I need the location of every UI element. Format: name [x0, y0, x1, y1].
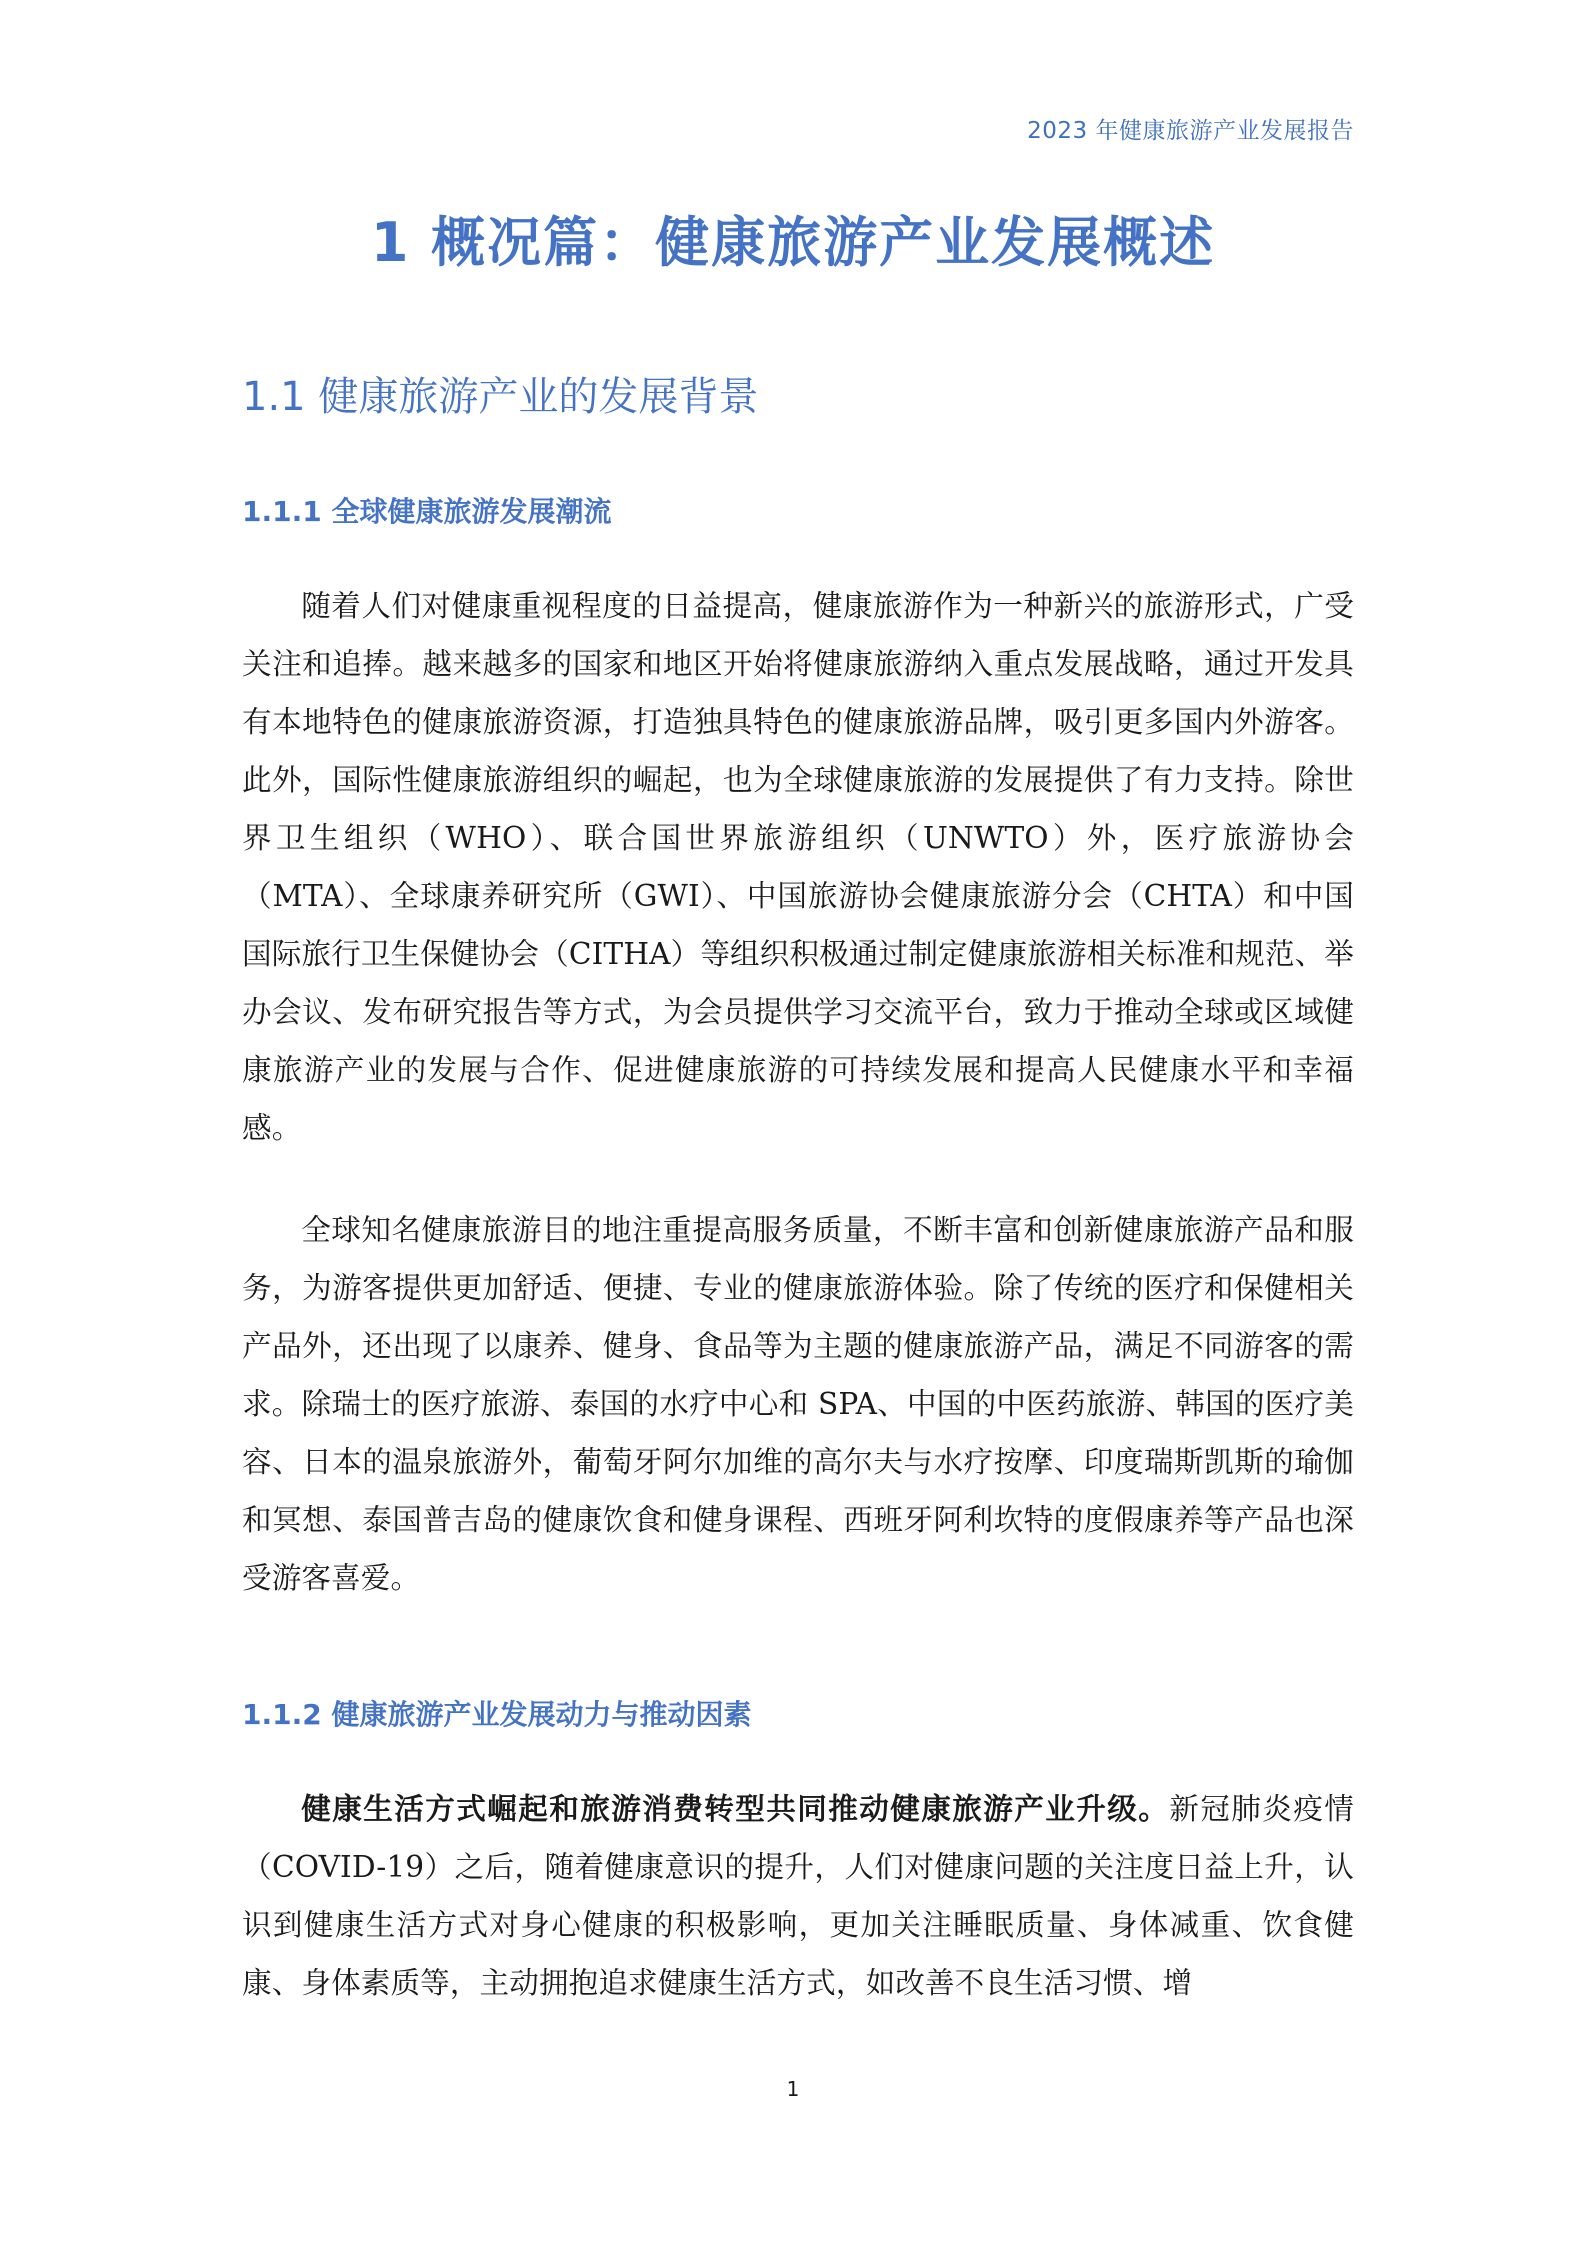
subsection-title-drivers: 1.1.2 健康旅游产业发展动力与推动因素: [242, 1698, 752, 1731]
page-number: 1: [786, 2077, 800, 2101]
section-title: 1.1 健康旅游产业的发展背景: [242, 374, 759, 420]
paragraph-body-text: 新冠肺炎疫情（COVID-19）之后，随着健康意识的提升，人们对健康问题的关注度日益上升，认识到健康生活方式对身心健康的积极影响，更加关注睡眠质量、身体减重、饮食健康、身体素质等，主动拥抱追求健康生活方式，如改善不良生活习惯、增: [242, 1792, 1354, 2000]
paragraph-global-trends-2: 全球知名健康旅游目的地注重提高服务质量，不断丰富和创新健康旅游产品和服务，为游客提供更加舒适、便捷、专业的健康旅游体验。除了传统的医疗和保健相关产品外，还出现了以康养、健身、食品等为主题的健康旅游产品，满足不同游客的需求。除瑞士的医疗旅游、泰国的水疗中心和 SPA、中国的中医药旅游、韩国的医疗美容、日本的温泉旅游外，葡萄牙阿尔加维的高尔夫与水疗按摩、印度瑞斯凯斯的瑜伽和冥想、泰国普吉岛的健康饮食和健身课程、西班牙阿利坎特的度假康养等产品也深受游客喜爱。: [242, 1213, 1354, 1595]
paragraph-drivers-1: [242, 1780, 1354, 2012]
chapter-title: 1 概况篇：健康旅游产业发展概述: [370, 211, 1216, 274]
subsection-title-global-trends: 1.1.1 全球健康旅游发展潮流: [242, 495, 612, 528]
running-header: 2023 年健康旅游产业发展报告: [1027, 118, 1354, 144]
paragraph-global-trends-1: 随着人们对健康重视程度的日益提高，健康旅游作为一种新兴的旅游形式，广受关注和追捧。越来越多的国家和地区开始将健康旅游纳入重点发展战略，通过开发具有本地特色的健康旅游资源，打造独具特色的健康旅游品牌，吸引更多国内外游客。此外，国际性健康旅游组织的崛起，也为全球健康旅游的发展提供了有力支持。除世界卫生组织（WHO）、联合国世界旅游组织（UNWTO）外，医疗旅游协会（MTA）、全球康养研究所（GWI）、中国旅游协会健康旅游分会（CHTA）和中国国际旅行卫生保健协会（CITHA）等组织积极通过制定健康旅游相关标准和规范、举办会议、发布研究报告等方式，为会员提供学习交流平台，致力于推动全球或区域健康旅游产业的发展与合作、促进健康旅游的可持续发展和提高人民健康水平和幸福感。: [242, 589, 1354, 1145]
paragraph-lead-sentence: 健康生活方式崛起和旅游消费转型共同推动健康旅游产业升级。: [301, 1791, 1170, 1826]
